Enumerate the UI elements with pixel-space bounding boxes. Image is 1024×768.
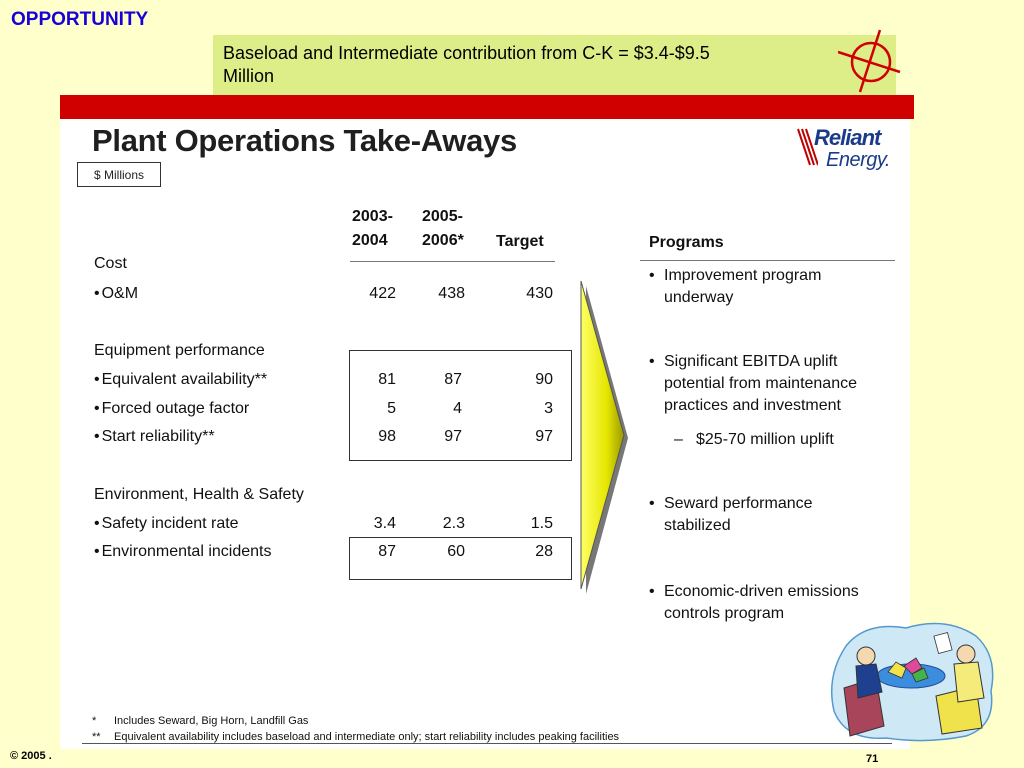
col-header-2003-2004 [352, 205, 393, 253]
footnote-2-text: Equivalent availability includes baseload and intermediate only; start reliability includes peaking facilities [114, 731, 620, 743]
footnote-2-mark: ** [92, 731, 101, 743]
row-label: • Safety incident rate [94, 515, 239, 533]
red-header-bar [60, 95, 914, 119]
copyright-text: © 2005 . [10, 750, 52, 762]
col-header-line: 2006* [422, 232, 464, 249]
row-label: • Equivalent availability** [94, 371, 267, 389]
cell-value: 90 [535, 371, 553, 388]
cell-value: 5 [387, 400, 396, 417]
section-heading-cost: Cost [94, 255, 127, 272]
programs-heading: Programs [649, 234, 724, 251]
program-line: stabilized [664, 517, 731, 534]
program-line: Improvement program [664, 267, 822, 284]
cell-value: 98 [378, 428, 396, 445]
program-line: $25-70 million uplift [696, 431, 834, 448]
program-item-seward [649, 493, 813, 537]
cell-value: 60 [447, 543, 465, 560]
bullet: • [649, 267, 655, 284]
chevron-arrow-icon [580, 279, 630, 597]
bullet: • [649, 495, 655, 512]
footnote-1-mark: * [92, 715, 97, 727]
cell-value: 81 [378, 371, 396, 388]
bullet: • [649, 583, 655, 600]
cell-value: 87 [378, 543, 396, 560]
cell-value: 4 [453, 400, 462, 417]
callout-line-1: Baseload and Intermediate contribution from C-K = $3.4-$9.5 [223, 43, 710, 63]
cell-value: 422 [369, 285, 396, 302]
program-line: Economic-driven emissions [664, 583, 859, 600]
footer-divider [82, 743, 892, 744]
cell-value: 2.3 [442, 515, 465, 532]
reliant-energy-logo [796, 125, 892, 173]
header-divider [350, 261, 555, 262]
col-header-line: 2003- [352, 208, 393, 225]
cell-value: 87 [444, 371, 462, 388]
row-label: • Environmental incidents [94, 543, 271, 561]
cell-value: 97 [535, 428, 553, 445]
logo-text-reliant: Reliant [814, 125, 881, 150]
row-label: • Start reliability** [94, 428, 215, 446]
col-header-target: Target [496, 233, 544, 250]
row-label: • O&M [94, 285, 138, 303]
units-label: $ Millions [77, 162, 161, 187]
program-line: Significant EBITDA uplift [664, 353, 838, 370]
no-symbol-icon [838, 26, 910, 98]
section-heading-equipment: Equipment performance [94, 342, 265, 359]
program-item-improvement [649, 265, 822, 309]
col-header-line: 2005- [422, 208, 463, 225]
callout-box [213, 35, 896, 99]
cell-value: 97 [444, 428, 462, 445]
logo-text-energy: Energy. [826, 149, 890, 171]
slide-title: Plant Operations Take-Aways [92, 123, 517, 158]
slide-panel [60, 119, 910, 749]
bullet: • [649, 353, 655, 370]
program-line: Seward performance [664, 495, 813, 512]
opportunity-label: OPPORTUNITY [11, 9, 149, 30]
cell-value: 28 [535, 543, 553, 560]
footnote-1-text: Includes Seward, Big Horn, Landfill Gas [114, 715, 309, 727]
program-line: controls program [664, 605, 785, 622]
program-item-ebitda [649, 351, 857, 417]
col-header-line: 2004 [352, 232, 388, 249]
page-number: 71 [866, 753, 879, 765]
callout-line-2: Million [223, 66, 275, 86]
meeting-clipart-icon [826, 616, 998, 744]
program-subitem-uplift [674, 429, 834, 451]
program-line: underway [664, 289, 734, 306]
section-heading-ehs: Environment, Health & Safety [94, 486, 304, 503]
cell-value: 3 [544, 400, 553, 417]
col-header-2005-2006 [422, 205, 464, 253]
cell-value: 438 [438, 285, 465, 302]
cell-value: 430 [526, 285, 553, 302]
cell-value: 3.4 [373, 515, 396, 532]
cell-value: 1.5 [530, 515, 553, 532]
programs-divider [640, 260, 895, 261]
dash: – [674, 431, 683, 448]
program-line: potential from maintenance [664, 375, 857, 392]
program-line: practices and investment [664, 397, 841, 414]
row-label: • Forced outage factor [94, 400, 249, 418]
